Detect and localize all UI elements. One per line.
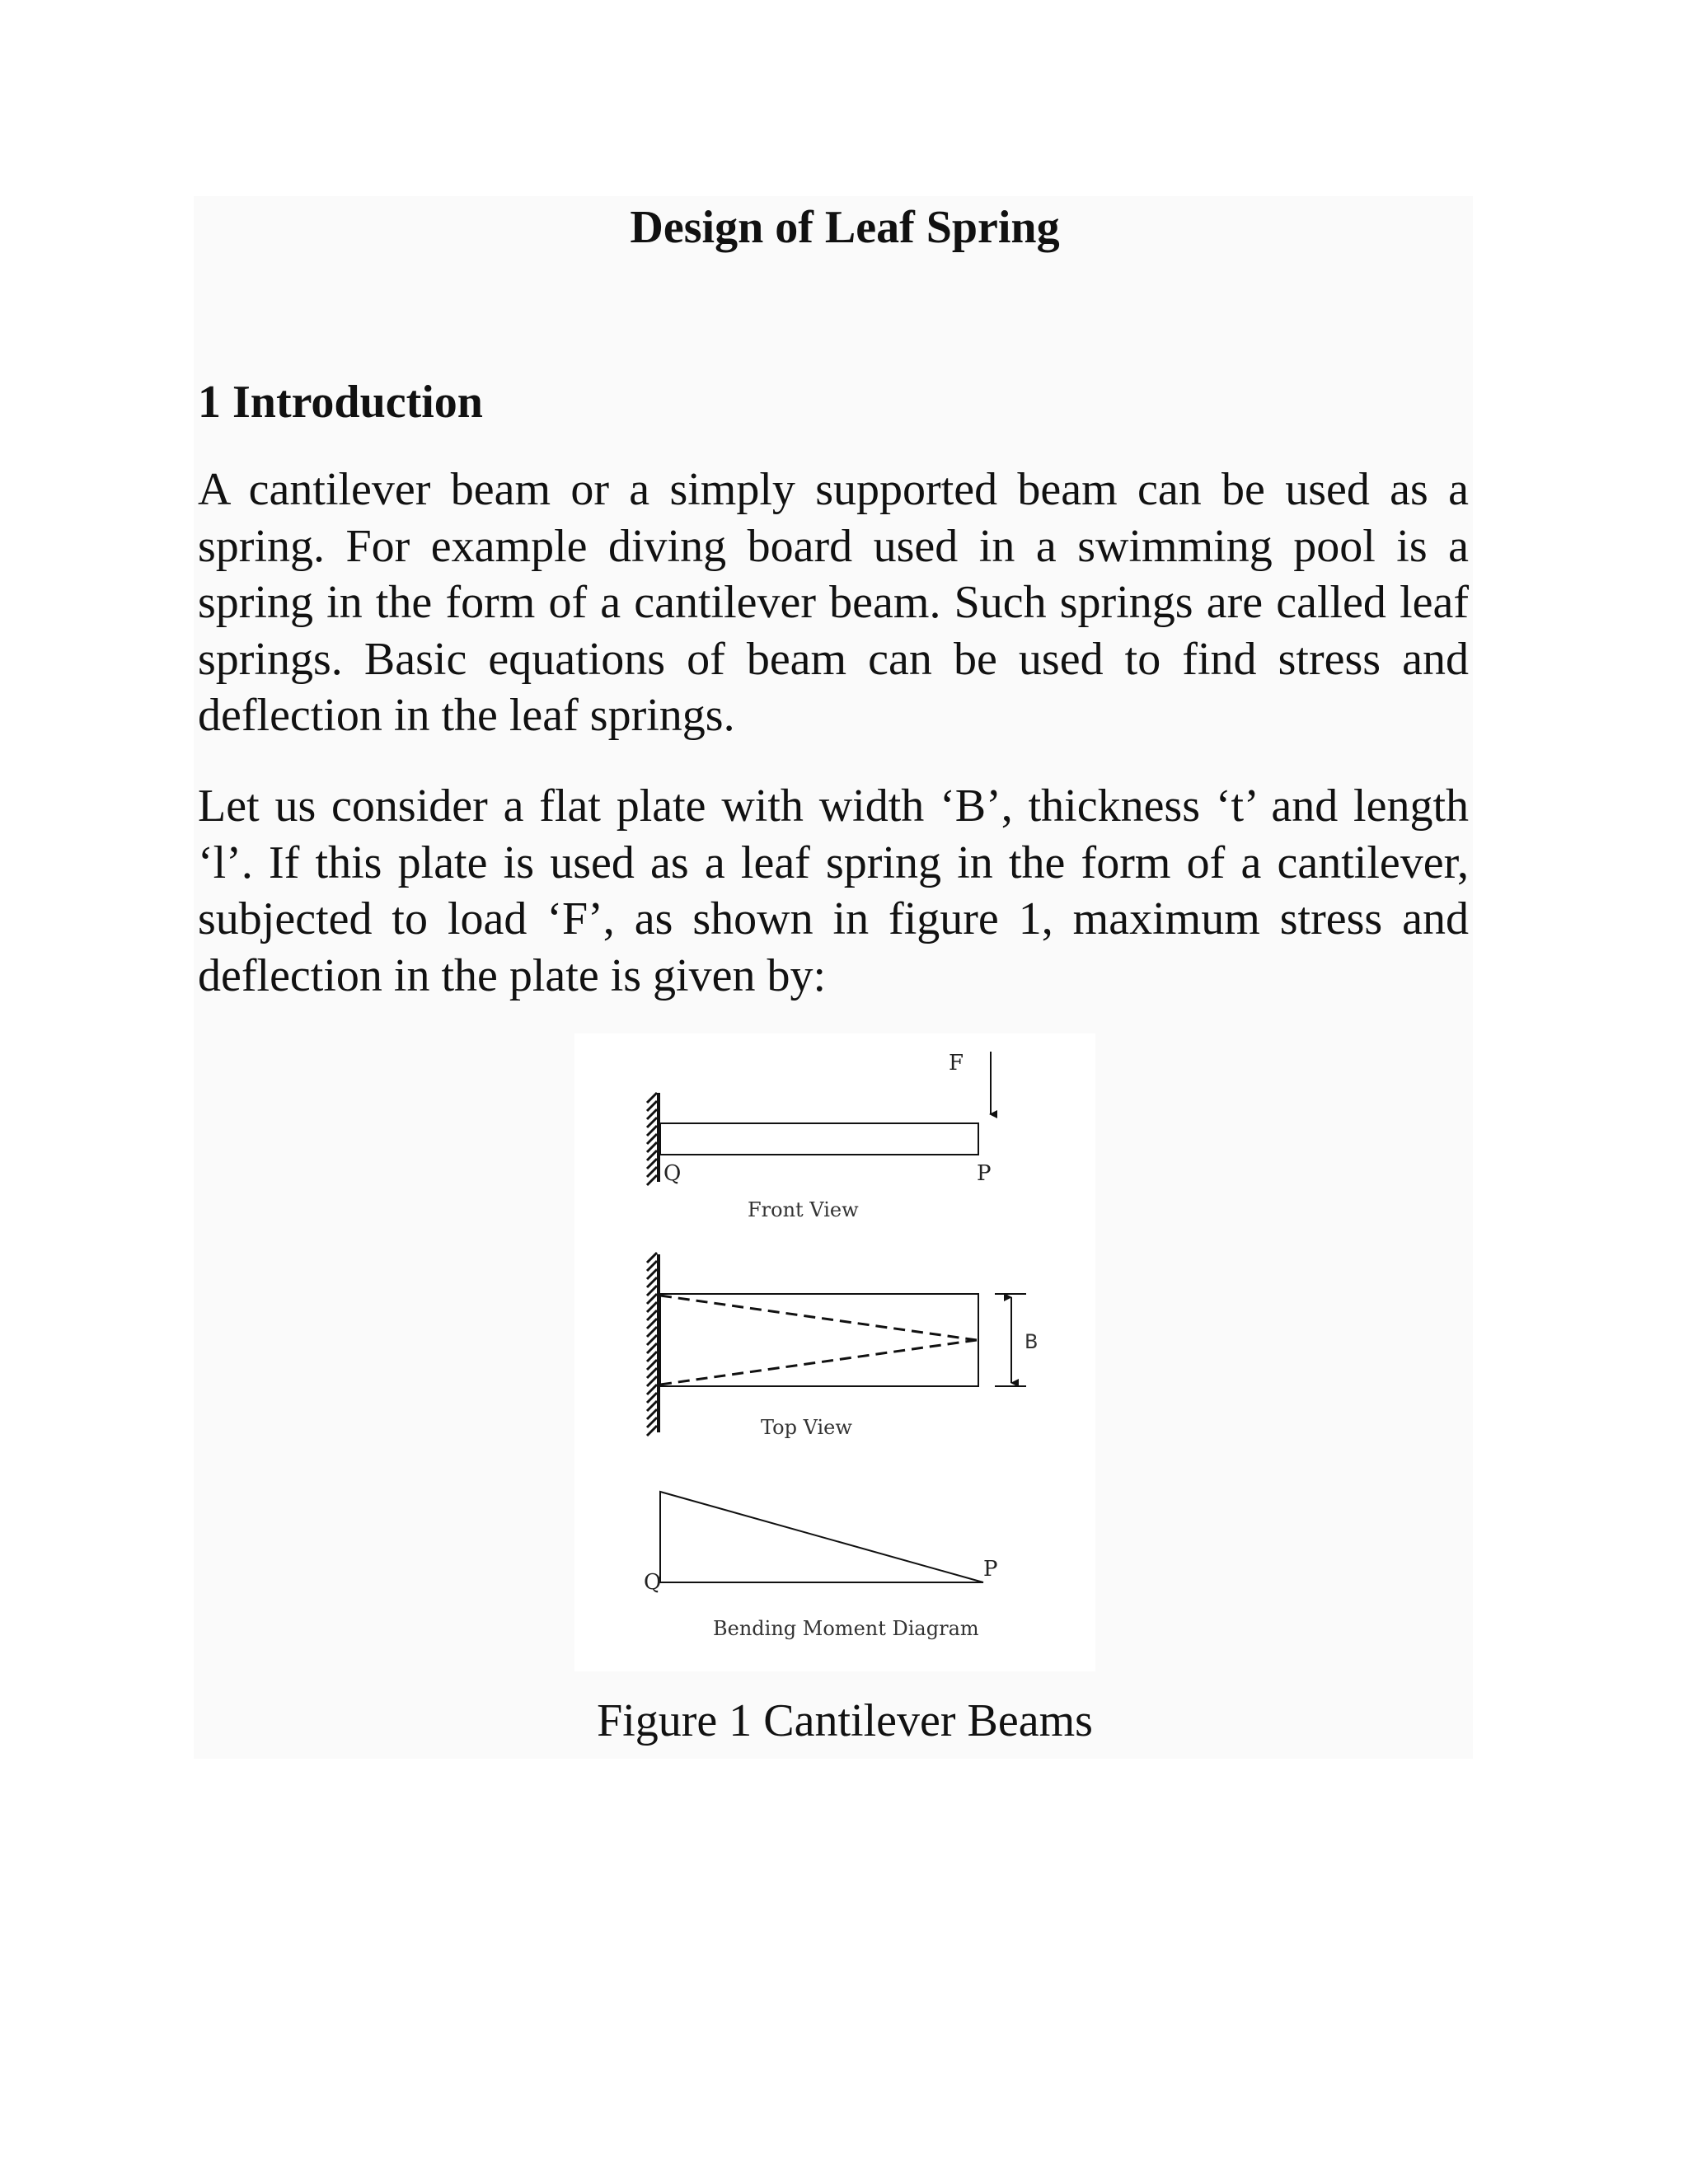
paragraph-2: Let us consider a flat plate with width ‘B’, thickness ‘t’ and length ‘l’. If this plate is used as a leaf spring in the form of a cantilever, subjected to load ‘F’, as shown in figure 1, maximum stress and deflection in the plate is given by: xyxy=(198,780,1469,1001)
figure-cantilever-beams xyxy=(574,1033,1095,1671)
top-view-caption: Top View xyxy=(761,1416,852,1439)
bmd-caption: Bending Moment Diagram xyxy=(713,1617,979,1640)
top-view-taper-upper xyxy=(660,1296,977,1340)
top-view-taper-lower xyxy=(660,1340,977,1385)
front-p-label: P xyxy=(977,1161,992,1186)
document-page xyxy=(194,196,1473,1759)
front-view-caption: Front View xyxy=(748,1198,859,1221)
front-view-beam xyxy=(660,1123,978,1155)
force-label: F xyxy=(949,1051,964,1076)
top-wall-hatching xyxy=(647,1253,657,1436)
front-view-group xyxy=(647,1051,992,1221)
section-heading: 1 Introduction xyxy=(198,377,483,428)
document-title xyxy=(194,196,1473,253)
bmd-p-label: P xyxy=(983,1557,998,1582)
front-q-label: Q xyxy=(663,1161,682,1186)
figure-caption-text: Figure 1 Cantilever Beams xyxy=(597,1695,1093,1746)
bending-moment-triangle xyxy=(660,1492,983,1582)
bmd-q-label: Q xyxy=(644,1570,662,1595)
bending-moment-group xyxy=(644,1492,998,1640)
document-title-text: Design of Leaf Spring xyxy=(630,202,1060,253)
width-label: B xyxy=(1025,1330,1039,1353)
cantilever-diagram xyxy=(574,1033,1095,1671)
front-wall-hatching xyxy=(647,1093,657,1185)
top-view-plate xyxy=(660,1294,978,1386)
top-view-group xyxy=(647,1253,1038,1439)
paragraph-1: A cantilever beam or a simply supported beam can be used as a spring. For example diving board used in a swimming pool is a spring in the form of a cantilever beam. Such springs are called leaf springs. Basic equations of beam can be used to find stress and deflection in the leaf springs. xyxy=(198,464,1469,741)
figure-caption xyxy=(194,1694,1473,1747)
